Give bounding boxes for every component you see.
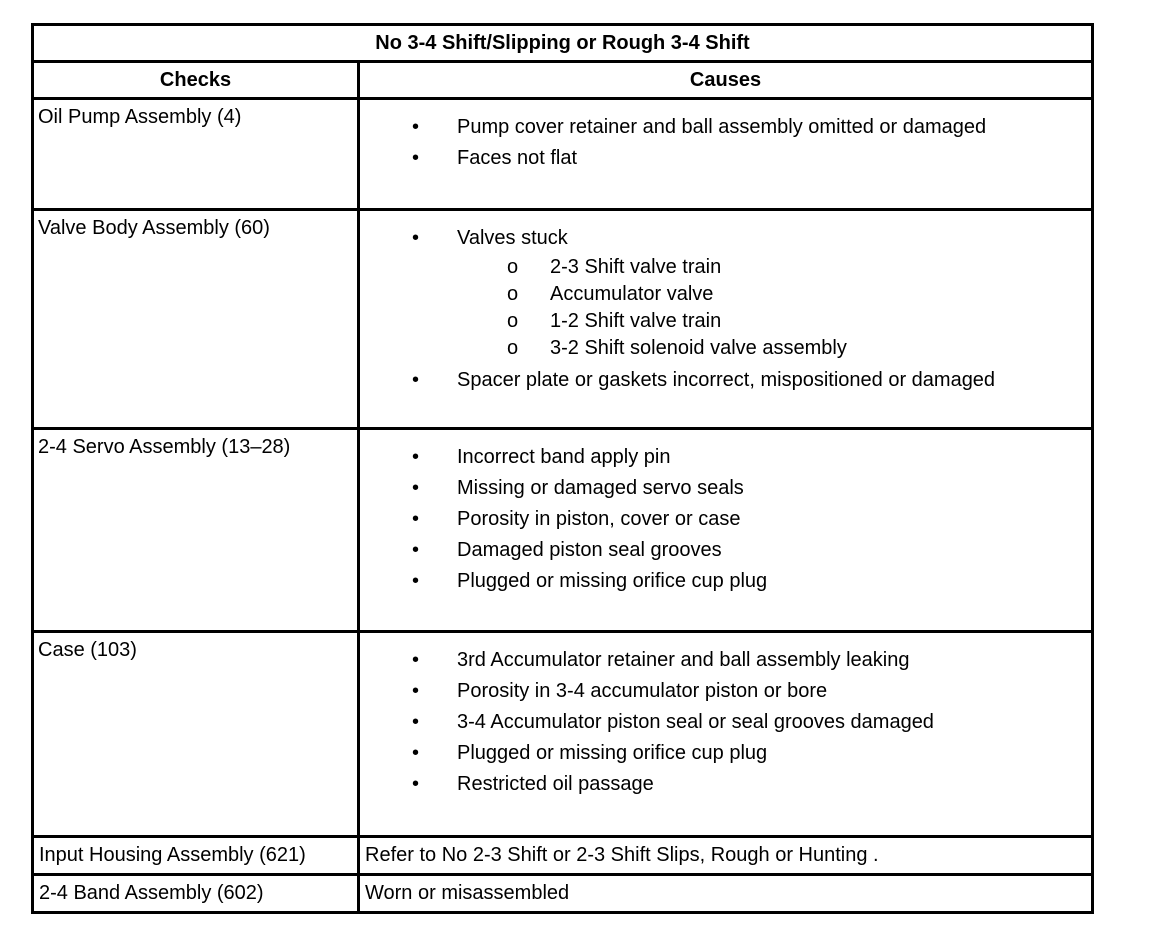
bullet-icon: • bbox=[412, 711, 420, 733]
table-title: No 3-4 Shift/Slipping or Rough 3-4 Shift bbox=[33, 25, 1093, 62]
bullet-icon: • bbox=[412, 147, 420, 169]
sub-cause-item: o 1-2 Shift valve train bbox=[360, 308, 1091, 335]
bullet-icon: • bbox=[412, 227, 420, 249]
sub-cause-item: o 2-3 Shift valve train bbox=[360, 254, 1091, 281]
bullet-icon: • bbox=[412, 539, 420, 561]
bullet-icon: • bbox=[412, 742, 420, 764]
sub-cause-item: o Accumulator valve bbox=[360, 281, 1091, 308]
bullet-icon: • bbox=[412, 773, 420, 795]
table-row bbox=[33, 429, 1093, 632]
header-checks: Checks bbox=[33, 62, 359, 99]
cause-item: • 3-4 Accumulator piston seal or seal grooves damaged bbox=[360, 707, 1091, 738]
sub-bullet-icon: o bbox=[507, 310, 519, 332]
cause-item: • Damaged piston seal grooves bbox=[360, 535, 1091, 566]
check-cell: Valve Body Assembly (60) bbox=[33, 210, 359, 429]
table-row bbox=[33, 837, 1093, 875]
cause-item: • Faces not flat bbox=[360, 143, 1091, 174]
causes-cell bbox=[359, 210, 1093, 429]
cause-item: • Restricted oil passage bbox=[360, 769, 1091, 800]
cause-item: • Spacer plate or gaskets incorrect, mispositioned or damaged bbox=[360, 365, 1091, 396]
bullet-icon: • bbox=[412, 477, 420, 499]
cause-item: • Missing or damaged servo seals bbox=[360, 473, 1091, 504]
sub-bullet-icon: o bbox=[507, 283, 519, 305]
causes-cell bbox=[359, 632, 1093, 837]
sub-bullet-icon: o bbox=[507, 337, 519, 359]
cause-item: • Plugged or missing orifice cup plug bbox=[360, 566, 1091, 597]
check-cell: 2-4 Band Assembly (602) bbox=[33, 875, 359, 913]
diagnosis-table bbox=[31, 23, 1094, 914]
causes-cell bbox=[359, 99, 1093, 210]
cause-item: • Pump cover retainer and ball assembly omitted or damaged bbox=[360, 112, 1091, 143]
sub-bullet-icon: o bbox=[507, 256, 519, 278]
causes-cell: Refer to No 2-3 Shift or 2-3 Shift Slips, Rough or Hunting . bbox=[359, 837, 1093, 875]
causes-cell bbox=[359, 429, 1093, 632]
check-cell: Oil Pump Assembly (4) bbox=[33, 99, 359, 210]
cause-item: • Incorrect band apply pin bbox=[360, 442, 1091, 473]
bullet-icon: • bbox=[412, 570, 420, 592]
check-cell: Case (103) bbox=[33, 632, 359, 837]
bullet-icon: • bbox=[412, 649, 420, 671]
table-row bbox=[33, 99, 1093, 210]
bullet-icon: • bbox=[412, 680, 420, 702]
bullet-icon: • bbox=[412, 446, 420, 468]
table-row bbox=[33, 875, 1093, 913]
table-row bbox=[33, 210, 1093, 429]
cause-item: • Porosity in 3-4 accumulator piston or bore bbox=[360, 676, 1091, 707]
bullet-icon: • bbox=[412, 116, 420, 138]
cause-item: • Plugged or missing orifice cup plug bbox=[360, 738, 1091, 769]
header-causes: Causes bbox=[359, 62, 1093, 99]
check-cell: Input Housing Assembly (621) bbox=[33, 837, 359, 875]
sub-cause-item: o 3-2 Shift solenoid valve assembly bbox=[360, 335, 1091, 362]
bullet-icon: • bbox=[412, 508, 420, 530]
cause-item: • Porosity in piston, cover or case bbox=[360, 504, 1091, 535]
cause-item: • Valves stuck bbox=[360, 223, 1091, 254]
causes-cell: Worn or misassembled bbox=[359, 875, 1093, 913]
bullet-icon: • bbox=[412, 369, 420, 391]
table-row bbox=[33, 632, 1093, 837]
cause-item: • 3rd Accumulator retainer and ball assembly leaking bbox=[360, 645, 1091, 676]
check-cell: 2-4 Servo Assembly (13–28) bbox=[33, 429, 359, 632]
